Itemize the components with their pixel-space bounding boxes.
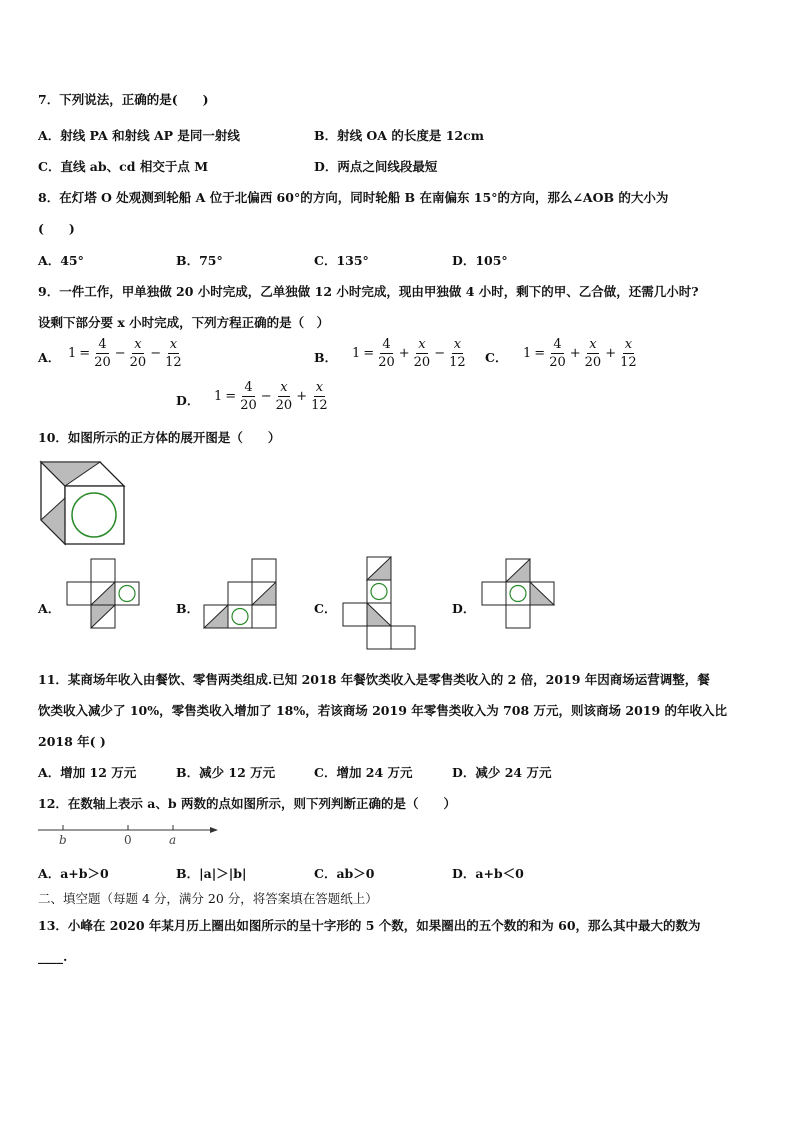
plus-sign: +	[569, 346, 581, 361]
denominator: 20	[413, 355, 431, 370]
q8-stem: 8．在灯塔 O 处观测到轮船 A 位于北偏西 60°的方向，同时轮船 B 在南偏东 15°的方向，那么∠AOB 的大小为	[38, 190, 669, 205]
minus-sign: −	[114, 346, 126, 361]
q9-equation-a	[68, 338, 183, 369]
denominator: 12	[311, 398, 328, 413]
net-a-figure	[66, 558, 140, 630]
numerator: x	[589, 337, 597, 352]
equals-sign: =	[225, 389, 237, 404]
numerator: 4	[553, 337, 562, 352]
fraction	[130, 338, 147, 369]
plus-sign: +	[605, 346, 617, 361]
q8-option-b: B．75°	[176, 253, 223, 268]
axis-label-b: b	[59, 833, 67, 847]
denominator: 20	[584, 355, 602, 370]
denominator: 20	[240, 398, 257, 413]
numerator: x	[453, 337, 462, 352]
q9-equation-c	[523, 338, 638, 369]
q10-label-d: D．	[452, 601, 476, 616]
q11-line3: 2018 年( )	[38, 734, 106, 749]
net-b-figure	[203, 558, 277, 630]
numerator: 4	[382, 337, 391, 352]
net-c-figure	[342, 556, 416, 652]
denominator: 12	[449, 355, 466, 370]
fraction	[414, 338, 431, 369]
numerator: x	[134, 337, 142, 352]
numerator: x	[280, 380, 288, 395]
q12-option-a: A．a+b＞0	[38, 866, 109, 881]
q7-stem: 7．下列说法，正确的是( )	[38, 92, 209, 107]
numerator: x	[418, 337, 426, 352]
q8-option-c: C．135°	[314, 253, 369, 268]
plus-sign: +	[296, 389, 308, 404]
minus-sign: −	[150, 346, 162, 361]
section-heading: 二、填空题（每题 4 分，满分 20 分，将答案填在答题纸上）	[38, 891, 378, 906]
q9-line2: 设剩下部分要 x 小时完成，下列方程正确的是（ ）	[38, 315, 330, 330]
axis-label-a: a	[169, 833, 177, 847]
q11-line1: 11．某商场年收入由餐饮、零售两类组成.已知 2018 年餐饮类收入是零售类收入的 2 倍，2019 年因商场运营调整，餐	[38, 672, 710, 687]
q9-label-a: A．	[38, 350, 61, 365]
q9-label-c: C．	[485, 350, 508, 365]
minus-sign: −	[260, 389, 272, 404]
numerator: x	[624, 337, 633, 352]
q12-option-b: B．|a|＞|b|	[176, 866, 247, 881]
q11-option-a: A．增加 12 万元	[38, 765, 137, 780]
q7-option-a: A．射线 PA 和射线 AP 是同一射线	[38, 128, 240, 143]
axis-label-0: 0	[124, 833, 132, 847]
q7-option-d: D．两点之间线段最短	[314, 159, 438, 174]
equals-sign: =	[534, 346, 546, 361]
q9-label-b: B．	[314, 350, 338, 365]
one: 1	[352, 346, 361, 361]
q9-equation-b	[352, 338, 467, 369]
fraction	[94, 338, 111, 369]
q7-option-b: B．射线 OA 的长度是 12cm	[314, 128, 484, 143]
cube-figure	[38, 458, 130, 550]
denominator: 12	[620, 355, 637, 370]
q9-equation-d	[214, 381, 329, 412]
fraction	[378, 338, 395, 369]
fraction	[549, 338, 566, 369]
q8-paren: ( )	[38, 221, 75, 236]
q10-label-a: A．	[38, 601, 61, 616]
net-d-figure	[481, 558, 555, 630]
numerator: x	[169, 337, 178, 352]
q10-label-c: C．	[314, 601, 337, 616]
one: 1	[68, 346, 77, 361]
q8-option-d: D．105°	[452, 253, 508, 268]
q9-line1: 9．一件工作，甲单独做 20 小时完成，乙单独做 12 小时完成，现由甲独做 4 小时，剩下的甲、乙合做，还需几小时?	[38, 284, 699, 299]
one: 1	[523, 346, 532, 361]
numerator: 4	[98, 337, 107, 352]
minus-sign: −	[434, 346, 446, 361]
fraction	[585, 338, 602, 369]
numerator: 4	[244, 380, 253, 395]
q8-option-a: A．45°	[38, 253, 84, 268]
denominator: 12	[165, 355, 182, 370]
q12-stem: 12．在数轴上表示 a、b 两数的点如图所示，则下列判断正确的是（ ）	[38, 796, 456, 811]
fraction	[620, 338, 637, 369]
numerator: x	[315, 380, 324, 395]
q12-option-c: C．ab＞0	[314, 866, 375, 881]
fraction	[240, 381, 257, 412]
fraction	[311, 381, 328, 412]
fraction	[165, 338, 182, 369]
equals-sign: =	[79, 346, 91, 361]
q13-blank: ____.	[38, 949, 68, 964]
q13-line1: 13．小峰在 2020 年某月历上圈出如图所示的呈十字形的 5 个数，如果圈出的五个数的和为 60，那么其中最大的数为	[38, 918, 701, 933]
q10-stem: 10．如图所示的正方体的展开图是（ ）	[38, 430, 281, 445]
q9-label-d: D．	[176, 393, 200, 408]
q10-label-b: B．	[176, 601, 200, 616]
one: 1	[214, 389, 223, 404]
denominator: 20	[549, 355, 566, 370]
q12-option-d: D．a+b＜0	[452, 866, 524, 881]
fraction	[276, 381, 293, 412]
equals-sign: =	[363, 346, 375, 361]
q11-option-d: D．减少 24 万元	[452, 765, 552, 780]
denominator: 20	[275, 398, 293, 413]
q11-line2: 饮类收入减少了 10%，零售类收入增加了 18%，若该商场 2019 年零售类收入为 708 万元，则该商场 2019 的年收入比	[38, 703, 728, 718]
denominator: 20	[94, 355, 111, 370]
q11-option-c: C．增加 24 万元	[314, 765, 413, 780]
fraction	[449, 338, 466, 369]
denominator: 20	[129, 355, 147, 370]
plus-sign: +	[398, 346, 410, 361]
q7-option-c: C．直线 ab、cd 相交于点 M	[38, 159, 209, 174]
denominator: 20	[378, 355, 395, 370]
q11-option-b: B．减少 12 万元	[176, 765, 276, 780]
